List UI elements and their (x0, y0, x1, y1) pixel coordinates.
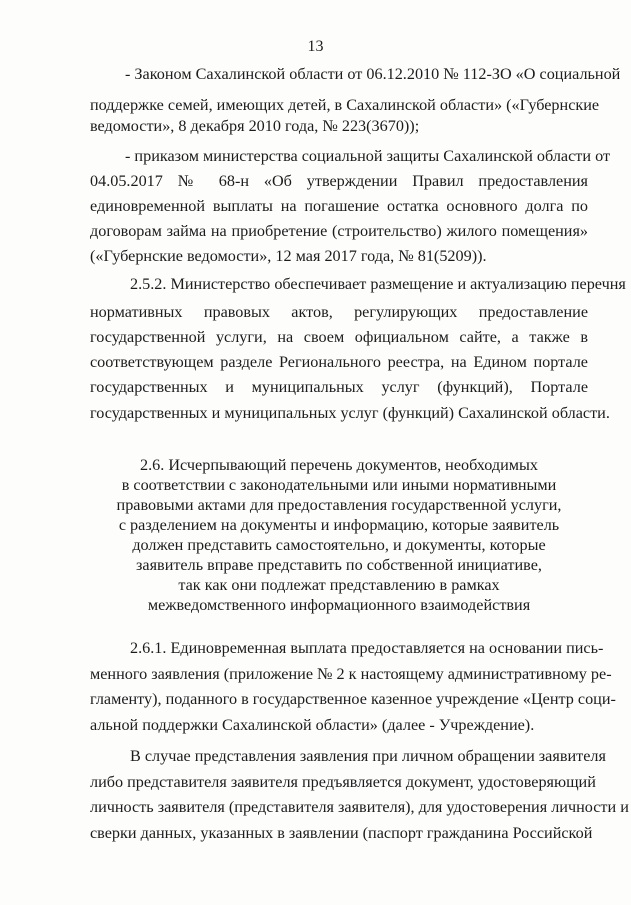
text-line: личность заявителя (представителя заявителя), для удостоверения личности и (90, 798, 629, 816)
text-line: менного заявления (приложение № 2 к настоящему административному ре- (90, 665, 612, 683)
section-heading-line: межведомственного информационного взаимодействия (147, 596, 531, 614)
text-line: нормативных правовых актов, регулирующих предоставление (90, 303, 588, 321)
page-number: 13 (307, 38, 324, 55)
text-line: - Законом Сахалинской области от 06.12.2010 № 112-ЗО «О социальной (125, 65, 621, 83)
section-heading-line: должен представить самостоятельно, и документы, которые (132, 536, 546, 554)
section-heading-line: в соответствии с законодательными или иными нормативными (121, 476, 557, 494)
section-heading-line: 2.6. Исчерпывающий перечень документов, необходимых (140, 456, 538, 474)
text-line: поддержке семей, имеющих детей, в Сахалинской области» («Губернские (90, 96, 600, 114)
text-line: 04.05.2017 № 68-н «Об утверждении Правил предоставления (90, 172, 588, 190)
text-line: государственных и муниципальных услуг (функций), Портале (90, 378, 588, 396)
text-line: - приказом министерства социальной защиты Сахалинской области от (125, 147, 611, 165)
section-heading-line: правовыми актами для предоставления государственной услуги, (116, 496, 562, 514)
text-line: государственной услуги, на своем официальном сайте, а также в (90, 328, 588, 346)
text-line: ведомости», 8 декабря 2010 года, № 223(3670)); (90, 117, 420, 135)
text-line: гламенту), поданного в государственное казенное учреждение «Центр соци- (90, 690, 616, 708)
text-line: соответствующем разделе Регионального реестра, на Едином портале (90, 353, 588, 371)
text-line: альной поддержки Сахалинской области» (далее - Учреждение). (90, 716, 535, 734)
text-line: В случае представления заявления при личном обращении заявителя (130, 747, 606, 765)
text-line: 2.6.1. Единовременная выплата предоставляется на основании пись- (130, 639, 604, 657)
section-heading-line: с разделением на документы и информацию, которые заявитель (118, 516, 560, 534)
text-line: («Губернские ведомости», 12 мая 2017 года, № 81(5209)). (90, 247, 487, 265)
section-heading-line: заявитель вправе представить по собственной инициативе, (136, 556, 542, 574)
text-line: сверки данных, указанных в заявлении (паспорт гражданина Российской (90, 824, 593, 842)
text-line: единовременной выплаты на погашение остатка основного долга по (90, 197, 588, 215)
section-heading-line: так как они подлежат представлению в рамках (178, 576, 500, 594)
text-line: 2.5.2. Министерство обеспечивает размещение и актуализацию перечня (130, 275, 626, 293)
text-line: договорам займа на приобретение (строительство) жилого помещения» (90, 222, 588, 240)
text-line: государственных и муниципальных услуг (функций) Сахалинской области. (90, 404, 610, 422)
text-line: либо представителя заявителя предъявляется документ, удостоверяющий (90, 773, 596, 791)
